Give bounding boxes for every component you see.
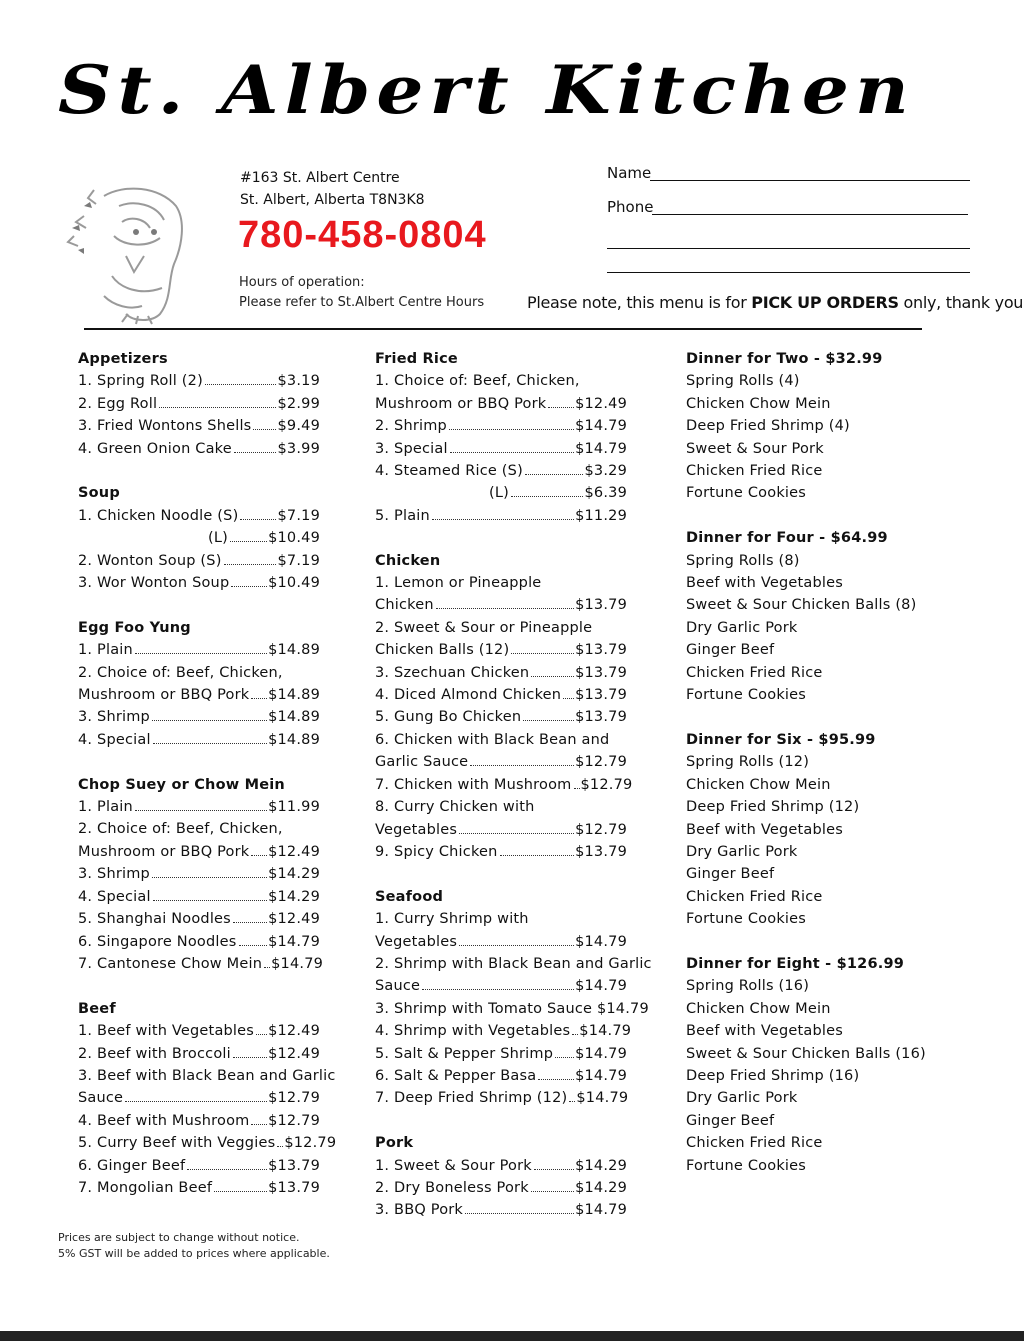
form-blank-line-1[interactable] [607, 248, 970, 249]
menu-column-1 [78, 348, 337, 1199]
menu-item-line: Spring Rolls (8) [686, 552, 800, 569]
menu-item-price: $14.29 [575, 1157, 627, 1174]
dot-leader [563, 697, 574, 699]
dot-leader [233, 1056, 267, 1058]
menu-item-name: 1. Beef with Vegetables [78, 1023, 255, 1040]
menu-item [375, 639, 627, 661]
menu-item [78, 1110, 320, 1132]
hours-text: Please refer to St.Albert Centre Hours [239, 295, 485, 310]
menu-item-price: $11.99 [268, 799, 320, 816]
menu-item-price: $6.39 [584, 485, 627, 502]
menu-item-line: Fortune Cookies [686, 687, 807, 704]
menu-item-name: (L) [208, 530, 228, 547]
menu-item-line: 2. Shrimp with Black Bean and Garlic [375, 955, 652, 972]
menu-item-line: Deep Fried Shrimp (12) [686, 799, 860, 816]
menu-item-name: 1. Plain [78, 642, 133, 659]
section-gap [78, 975, 320, 997]
menu-item-line: Spring Rolls (12) [686, 754, 810, 771]
section-gap [375, 1110, 627, 1132]
dot-leader [277, 1145, 283, 1147]
dot-leader [159, 406, 276, 408]
menu-item-name: 1. Sweet & Sour Pork [375, 1157, 532, 1174]
section-title: Chop Suey or Chow Mein [78, 776, 285, 793]
menu-item-name: 2. Beef with Broccoli [78, 1045, 231, 1062]
menu-item-price: $13.79 [575, 709, 627, 726]
dot-leader [135, 652, 267, 654]
menu-item [375, 1065, 627, 1087]
menu-item-name: 3. BBQ Pork [375, 1202, 464, 1219]
menu-item-price: $10.49 [268, 575, 320, 592]
dot-leader [470, 764, 574, 766]
menu-item-name: 7. Deep Fried Shrimp (12) [375, 1090, 568, 1107]
dot-leader [500, 854, 575, 856]
menu-column-3 [686, 348, 926, 1177]
dot-leader [153, 899, 267, 901]
menu-item-price: $12.49 [575, 395, 627, 412]
dot-leader [538, 1078, 574, 1080]
dot-leader [251, 697, 267, 699]
menu-item-line: Chicken Fried Rice [686, 664, 823, 681]
menu-item-line: 2. Choice of: Beef, Chicken, [78, 664, 283, 681]
dot-leader [572, 1033, 578, 1035]
footer-note-2: 5% GST will be added to prices where applicable. [58, 1247, 330, 1260]
menu-item-name: 3. Fried Wontons Shells [78, 418, 252, 435]
section-gap [78, 751, 320, 773]
menu-item-name: 9. Spicy Chicken [375, 843, 498, 860]
menu-item-price: $12.79 [268, 1112, 320, 1129]
menu-item-name: Garlic Sauce [375, 754, 469, 771]
section-gap [686, 505, 926, 527]
section-title: Dinner for Six - $95.99 [686, 731, 876, 748]
dot-leader [152, 876, 267, 878]
menu-item [375, 931, 627, 953]
dot-leader [555, 1056, 574, 1058]
dot-leader [135, 809, 267, 811]
menu-item-price: $14.79 [575, 418, 627, 435]
menu-item-price: $10.49 [268, 530, 320, 547]
menu-item [375, 684, 627, 706]
section-gap [375, 863, 627, 885]
notice-prefix: Please note, this menu is for [527, 293, 752, 312]
menu-item-name: 7. Chicken with Mushroom [375, 776, 572, 793]
menu-item-price: $14.29 [268, 866, 320, 883]
menu-item-line: Spring Rolls (16) [686, 978, 810, 995]
menu-item-name: Sauce [375, 978, 421, 995]
menu-item-line: Ginger Beef [686, 1112, 775, 1129]
menu-item [78, 908, 320, 930]
menu-item-price: $13.79 [575, 597, 627, 614]
menu-item-name: Mushroom or BBQ Pork [78, 843, 250, 860]
menu-item-price: $14.79 [575, 1067, 627, 1084]
menu-item [375, 438, 627, 460]
section-title: Beef [78, 1000, 116, 1017]
dot-leader [224, 563, 277, 565]
menu-item-line: Ginger Beef [686, 866, 775, 883]
menu-column-2 [375, 348, 652, 1222]
menu-item-price: $14.79 [575, 1045, 627, 1062]
menu-item [375, 594, 627, 616]
menu-item-line: Chicken Chow Mein [686, 395, 831, 412]
section-title: Fried Rice [375, 351, 458, 367]
menu-item [375, 819, 627, 841]
menu-item-line: 1. Curry Shrimp with [375, 911, 529, 928]
menu-item [78, 1132, 337, 1154]
menu-item-name: 4. Green Onion Cake [78, 440, 232, 457]
menu-item-name: Vegetables [375, 821, 458, 838]
form-name-label: Name [607, 164, 652, 182]
menu-item-name: 3. Shrimp [78, 709, 150, 726]
menu-item [78, 639, 320, 661]
dot-leader [459, 832, 574, 834]
menu-item-price: $14.89 [268, 709, 320, 726]
section-title: Chicken [375, 552, 441, 569]
menu-item-line: 6. Chicken with Black Bean and [375, 731, 610, 748]
notice-suffix: only, thank you [898, 293, 1024, 312]
dot-leader [511, 495, 583, 497]
menu-item-line: 1. Lemon or Pineapple [375, 575, 542, 592]
menu-item-name: Mushroom or BBQ Pork [78, 687, 250, 704]
menu-item [78, 572, 320, 594]
menu-item-line: Fortune Cookies [686, 485, 807, 502]
menu-item-line: 2. Choice of: Beef, Chicken, [78, 821, 283, 838]
form-phone-line[interactable] [652, 214, 968, 215]
menu-item-price: $12.79 [580, 776, 633, 793]
dot-leader [422, 988, 574, 990]
menu-item-line: 3. Beef with Black Bean and Garlic [78, 1067, 336, 1084]
dot-leader [574, 787, 580, 789]
menu-item [375, 460, 627, 482]
menu-item [78, 841, 320, 863]
menu-item [78, 729, 320, 751]
menu-item [375, 1177, 627, 1199]
address-line-1: #163 St. Albert Centre [240, 170, 400, 186]
section-title: Seafood [375, 888, 444, 905]
menu-item-price: $12.79 [575, 754, 627, 771]
dot-leader [465, 1212, 574, 1214]
dot-leader [233, 921, 267, 923]
menu-item [375, 1043, 627, 1065]
menu-item-price: $13.79 [575, 843, 627, 860]
menu-item [78, 863, 320, 885]
menu-item [78, 438, 320, 460]
dot-leader [436, 607, 574, 609]
menu-item-line: Sweet & Sour Chicken Balls (16) [686, 1045, 926, 1062]
menu-item-name: 4. Special [78, 888, 151, 905]
menu-item-name: 3. Shrimp [78, 866, 150, 883]
menu-item [78, 370, 320, 392]
menu-item [375, 706, 627, 728]
form-name-line[interactable] [650, 180, 970, 181]
menu-item-price: $14.79 [575, 978, 627, 995]
menu-item-price: $14.89 [268, 642, 320, 659]
menu-item-line: 1. Choice of: Beef, Chicken, [375, 373, 580, 390]
pickup-notice [527, 293, 1023, 312]
dot-leader [231, 585, 267, 587]
menu-item [375, 1020, 632, 1042]
menu-item [375, 1199, 627, 1221]
menu-item-name: Sauce [78, 1090, 124, 1107]
dot-leader [253, 428, 276, 430]
dot-leader [459, 944, 574, 946]
dot-leader [251, 1123, 267, 1125]
menu-item-name: 2. Egg Roll [78, 395, 158, 412]
menu-item-price: $14.79 [271, 955, 324, 972]
menu-item-price: $12.49 [268, 1045, 320, 1062]
menu-item [78, 505, 320, 527]
menu-item [375, 482, 627, 504]
menu-item-line: Ginger Beef [686, 642, 775, 659]
menu-item-price: $3.29 [584, 463, 627, 480]
menu-item-name: Mushroom or BBQ Pork [375, 395, 547, 412]
dot-leader [534, 1168, 574, 1170]
dot-leader [523, 719, 574, 721]
menu-item-price: $11.29 [575, 507, 627, 524]
menu-item-price: $14.79 [579, 1023, 632, 1040]
menu-item-price: $12.49 [268, 1023, 320, 1040]
form-blank-line-2[interactable] [607, 272, 970, 273]
menu-item-line: 3. Shrimp with Tomato Sauce $14.79 [375, 1000, 649, 1017]
menu-item-name: 1. Spring Roll (2) [78, 373, 203, 390]
menu-item-price: $3.99 [277, 440, 320, 457]
dot-leader [449, 428, 574, 430]
menu-item-line: Deep Fried Shrimp (16) [686, 1067, 860, 1084]
section-gap [686, 931, 926, 953]
menu-item-name: 5. Salt & Pepper Shrimp [375, 1045, 554, 1062]
section-gap [375, 527, 627, 549]
menu-item-price: $12.79 [268, 1090, 320, 1107]
menu-item-name: 1. Plain [78, 799, 133, 816]
dot-leader [511, 652, 574, 654]
dot-leader [531, 1190, 574, 1192]
menu-item-line: Beef with Vegetables [686, 821, 843, 838]
menu-item-name: 4. Shrimp with Vegetables [375, 1023, 571, 1040]
menu-item-price: $12.79 [575, 821, 627, 838]
menu-item [375, 841, 627, 863]
dot-leader [251, 854, 267, 856]
menu-item-line: 8. Curry Chicken with [375, 799, 535, 816]
section-gap [686, 706, 926, 728]
menu-item [78, 1020, 320, 1042]
dot-leader [240, 518, 276, 520]
menu-item [78, 1155, 320, 1177]
menu-item-name: 7. Mongolian Beef [78, 1179, 213, 1196]
menu-item-line: Chicken Fried Rice [686, 888, 823, 905]
menu-item-price: $14.79 [576, 1090, 629, 1107]
dot-leader [569, 1100, 575, 1102]
menu-item-price: $7.19 [277, 552, 320, 569]
menu-item-name: (L) [489, 485, 509, 502]
menu-item [375, 1087, 627, 1109]
menu-item-name: 3. Wor Wonton Soup [78, 575, 230, 592]
menu-item-price: $12.49 [268, 911, 320, 928]
menu-item-name: 6. Singapore Noodles [78, 933, 237, 950]
menu-item-price: $2.99 [277, 395, 320, 412]
menu-item-line: Chicken Chow Mein [686, 1000, 831, 1017]
menu-item-line: Chicken Fried Rice [686, 463, 823, 480]
section-title: Soup [78, 485, 120, 502]
dot-leader [525, 473, 584, 475]
dot-leader [152, 719, 267, 721]
menu-item-price: $14.79 [268, 933, 320, 950]
menu-item-name: 3. Szechuan Chicken [375, 664, 530, 681]
menu-item-price: $14.79 [575, 933, 627, 950]
menu-item-name: 5. Plain [375, 507, 430, 524]
menu-item-price: $9.49 [277, 418, 320, 435]
menu-item-price: $14.29 [268, 888, 320, 905]
menu-item-name: Vegetables [375, 933, 458, 950]
section-gap [78, 460, 320, 482]
menu-item-name: 3. Special [375, 440, 448, 457]
menu-item-price: $13.79 [575, 687, 627, 704]
footer-note-1: Prices are subject to change without notice. [58, 1231, 300, 1244]
menu-item-name: 5. Gung Bo Chicken [375, 709, 522, 726]
dot-leader [548, 406, 574, 408]
section-title: Pork [375, 1135, 414, 1152]
dot-leader [234, 451, 277, 453]
section-title: Dinner for Four - $64.99 [686, 530, 888, 547]
menu-item-line: Dry Garlic Pork [686, 1090, 798, 1107]
dot-leader [264, 966, 270, 968]
menu-item-line: Deep Fried Shrimp (4) [686, 418, 850, 435]
section-title: Appetizers [78, 351, 168, 367]
menu-item [78, 393, 320, 415]
menu-item-price: $13.79 [575, 664, 627, 681]
menu-item-price: $13.79 [268, 1179, 320, 1196]
menu-item [78, 550, 320, 572]
menu-item [375, 751, 627, 773]
section-gap [78, 594, 320, 616]
dot-leader [432, 518, 574, 520]
menu-item-name: 1. Chicken Noodle (S) [78, 507, 239, 524]
menu-item-line: Chicken Fried Rice [686, 1135, 823, 1152]
menu-item-name: 4. Special [78, 731, 151, 748]
dot-leader [239, 944, 268, 946]
dot-leader [125, 1100, 267, 1102]
menu-item [78, 684, 320, 706]
form-phone-label: Phone [607, 198, 654, 216]
menu-item-price: $14.89 [268, 731, 320, 748]
menu-item-name: 4. Beef with Mushroom [78, 1112, 250, 1129]
menu-item [78, 931, 320, 953]
menu-item-price: $7.19 [277, 507, 320, 524]
menu-item-price: $12.49 [268, 843, 320, 860]
hours-label: Hours of operation: [239, 275, 365, 290]
menu-item [78, 1177, 320, 1199]
menu-item-line: 2. Sweet & Sour or Pineapple [375, 619, 593, 636]
menu-item-price: $12.79 [284, 1135, 337, 1152]
dot-leader [153, 742, 267, 744]
menu-item [375, 505, 627, 527]
menu-item-price: $14.29 [575, 1179, 627, 1196]
menu-item [78, 1043, 320, 1065]
dot-leader [187, 1168, 267, 1170]
menu-item-name: 6. Salt & Pepper Basa [375, 1067, 537, 1084]
menu-item-name: Chicken Balls (12) [375, 642, 510, 659]
menu-item-name: 2. Shrimp [375, 418, 447, 435]
menu-item [78, 1087, 320, 1109]
menu-item [78, 796, 320, 818]
menu-item-price: $14.79 [575, 1202, 627, 1219]
menu-item-name: 5. Curry Beef with Veggies [78, 1135, 276, 1152]
section-title: Dinner for Eight - $126.99 [686, 955, 905, 972]
section-title: Dinner for Two - $32.99 [686, 351, 883, 367]
dot-leader [531, 675, 574, 677]
menu-item-line: Chicken Chow Mein [686, 776, 831, 793]
menu-item-name: 4. Steamed Rice (S) [375, 463, 523, 480]
menu-item-line: Fortune Cookies [686, 911, 807, 928]
dot-leader [205, 383, 277, 385]
menu-item [78, 953, 324, 975]
menu-item-line: Spring Rolls (4) [686, 373, 800, 390]
phone-number[interactable]: 780-458-0804 [238, 214, 487, 256]
dot-leader [214, 1190, 267, 1192]
menu-item-line: Beef with Vegetables [686, 1023, 843, 1040]
menu-item [78, 706, 320, 728]
dot-leader [230, 540, 267, 542]
notice-bold: PICK UP ORDERS [751, 293, 899, 312]
menu-item-price: $3.19 [277, 373, 320, 390]
menu-item [375, 975, 627, 997]
menu-item [375, 1155, 627, 1177]
menu-item-name: Chicken [375, 597, 434, 614]
menu-item-name: 5. Shanghai Noodles [78, 911, 231, 928]
tiger-logo-icon [64, 176, 204, 326]
menu-item-name: 2. Wonton Soup (S) [78, 552, 222, 569]
menu-item [375, 662, 627, 684]
menu-item-name: 4. Diced Almond Chicken [375, 687, 562, 704]
menu-item [78, 886, 320, 908]
menu-item [375, 415, 627, 437]
bottom-border [0, 1331, 1024, 1341]
section-title: Egg Foo Yung [78, 619, 191, 636]
restaurant-title: St. Albert Kitchen [58, 52, 915, 130]
menu-item-line: Sweet & Sour Chicken Balls (8) [686, 597, 917, 614]
address-line-2: St. Albert, Alberta T8N3K8 [240, 192, 425, 208]
menu-item [78, 415, 320, 437]
header-divider [84, 328, 922, 330]
menu-item-name: 2. Dry Boneless Pork [375, 1179, 529, 1196]
menu-item-price: $14.89 [268, 687, 320, 704]
menu-item-line: Beef with Vegetables [686, 575, 843, 592]
menu-item-name: 7. Cantonese Chow Mein [78, 955, 263, 972]
dot-leader [256, 1033, 267, 1035]
menu-item-price: $14.79 [575, 440, 627, 457]
menu-item [375, 393, 627, 415]
menu-item-price: $13.79 [575, 642, 627, 659]
menu-item-name: 6. Ginger Beef [78, 1157, 186, 1174]
menu-item-line: Fortune Cookies [686, 1157, 807, 1174]
menu-item-line: Sweet & Sour Pork [686, 440, 824, 457]
menu-item-price: $13.79 [268, 1157, 320, 1174]
menu-item-line: Dry Garlic Pork [686, 619, 798, 636]
menu-item-line: Dry Garlic Pork [686, 843, 798, 860]
dot-leader [450, 451, 574, 453]
menu-item [375, 774, 633, 796]
menu-item [78, 527, 320, 549]
